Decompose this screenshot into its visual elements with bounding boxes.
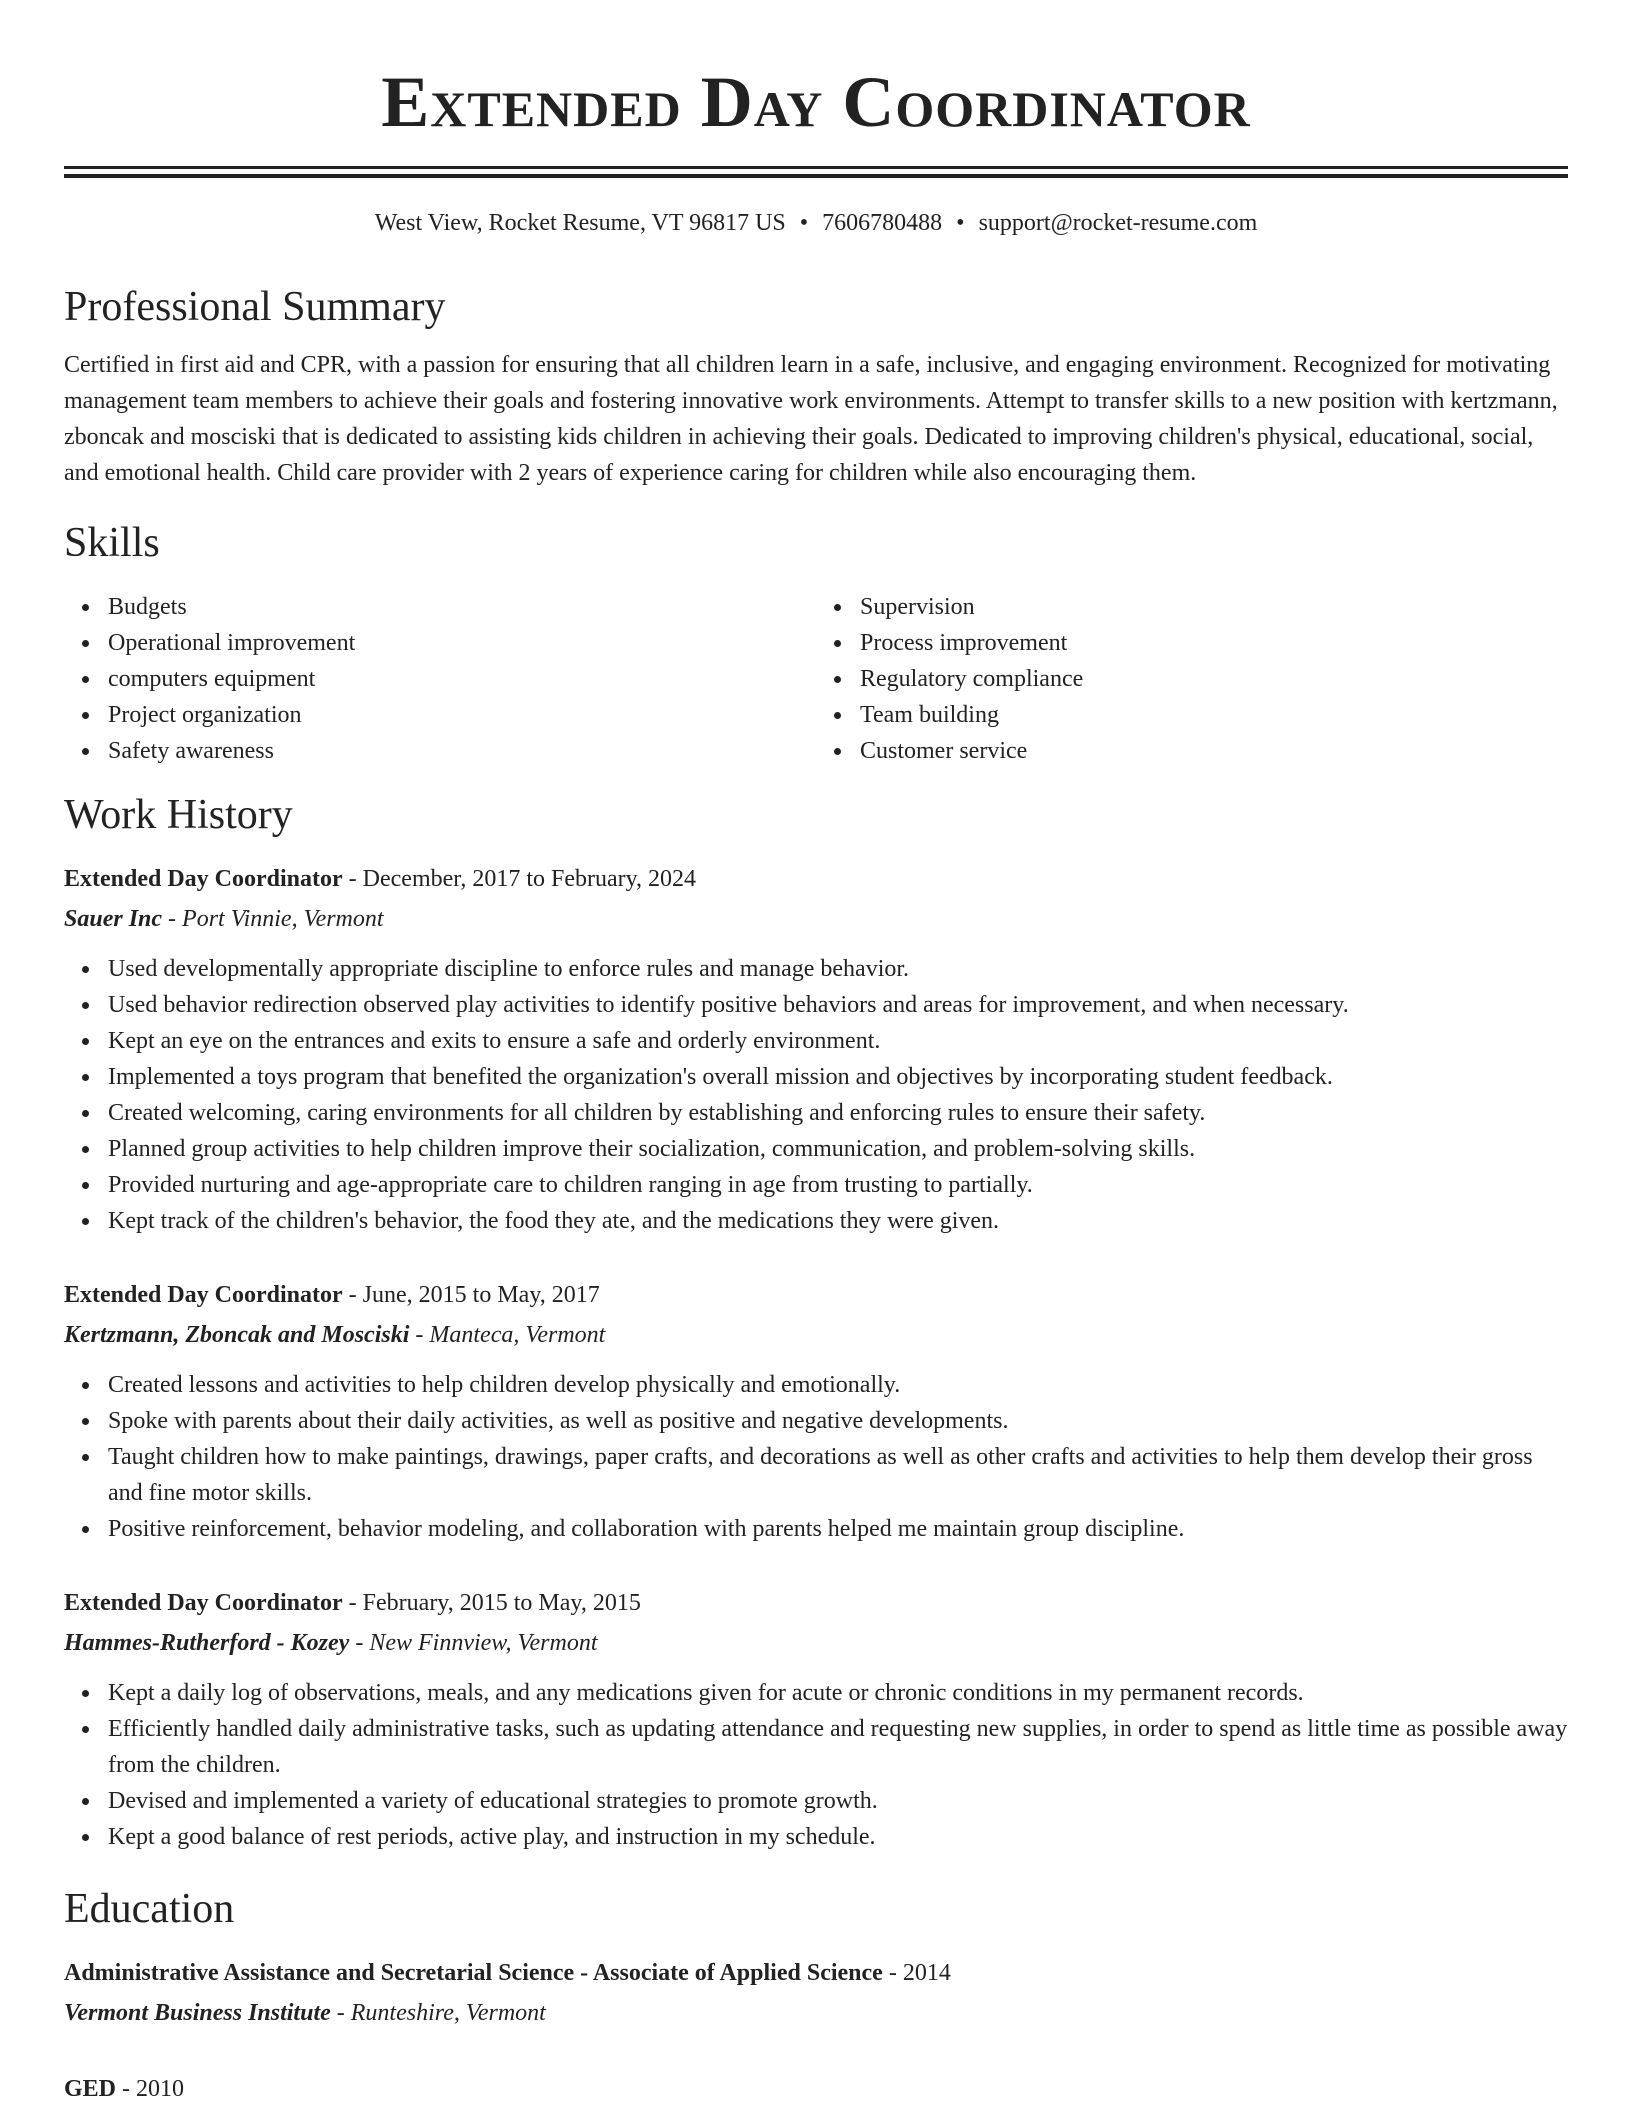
job-title: Extended Day Coordinator — [64, 1282, 343, 1308]
work-history-heading: Work History — [64, 792, 293, 838]
education-school-line: Vermont Business Institute - Runteshire, Vermont — [64, 2000, 546, 2026]
job-dates: June, 2015 to May, 2017 — [362, 1282, 600, 1308]
resume-page — [64, 0, 1568, 2109]
summary-text: Certified in first aid and CPR, with a passion for ensuring that all children learn in a safe, inclusive, and engaging environment. Recognized for motivating management team members to achieve their goals and fostering innovative work environments. Attempt to transfer skills to a new position with kertzmann, zboncak and mosciski that is dedicated to assisting kids children in achieving their goals. Dedicated to improving children's physical, educational, social, and emotional health. Child care provider with 2 years of experience caring for children while also encouraging them. — [64, 352, 1558, 486]
education-year: 2014 — [902, 1960, 951, 1986]
job-bullet: Efficiently handled daily administrative tasks, such as updating attendance and requesting new supplies, in order to spend as little time as possible away from the children. — [108, 1711, 1568, 1783]
resume-name: Extended Day Coordinator — [381, 62, 1251, 142]
skills-heading: Skills — [64, 520, 160, 566]
job-bullet: Positive reinforcement, behavior modeling, and collaboration with parents helped me maintain group discipline. — [108, 1511, 1568, 1547]
job-bullets — [64, 1367, 1568, 1547]
job-header: Extended Day Coordinator - December, 2017 to February, 2024 — [64, 866, 697, 892]
contact-separator: • — [799, 210, 809, 236]
job-entry — [64, 1583, 1568, 1855]
job-company: Sauer Inc — [64, 906, 163, 932]
job-bullet: Used behavior redirection observed play activities to identify positive behaviors and areas for improvement, and when necessary. — [108, 987, 1568, 1023]
skill-item: Customer service — [860, 733, 1568, 769]
job-bullet: Kept track of the children's behavior, the food they ate, and the medications they were given. — [108, 1203, 1568, 1239]
job-bullet: Planned group activities to help children improve their socialization, communication, and problem-solving skills. — [108, 1131, 1568, 1167]
education-heading: Education — [64, 1886, 235, 1932]
skills-list-left — [64, 589, 816, 769]
job-bullet: Created welcoming, caring environments for all children by establishing and enforcing rules to ensure their safety. — [108, 1095, 1568, 1131]
job-location: New Finnview, Vermont — [369, 1630, 598, 1656]
skill-item: Safety awareness — [108, 733, 816, 769]
job-bullet: Kept a daily log of observations, meals, and any medications given for acute or chronic conditions in my permanent records. — [108, 1675, 1568, 1711]
job-dates: February, 2015 to May, 2015 — [362, 1590, 641, 1616]
job-company-line: Hammes-Rutherford - Kozey - New Finnview, Vermont — [64, 1630, 598, 1656]
summary-heading: Professional Summary — [64, 284, 446, 330]
education-degree: Administrative Assistance and Secretarial Science - Associate of Applied Science — [64, 1960, 883, 1986]
job-bullet: Used developmentally appropriate discipline to enforce rules and manage behavior. — [108, 951, 1568, 987]
job-bullet: Taught children how to make paintings, drawings, paper crafts, and decorations as well as other crafts and activities to help them develop their gross and fine motor skills. — [108, 1439, 1568, 1511]
education-entry — [64, 2069, 1568, 2109]
skill-item: computers equipment — [108, 661, 816, 697]
skill-item: Team building — [860, 697, 1568, 733]
education-degree: GED — [64, 2076, 117, 2102]
job-dates: December, 2017 to February, 2024 — [362, 866, 697, 892]
job-bullet: Implemented a toys program that benefited the organization's overall mission and objectives by incorporating student feedback. — [108, 1059, 1568, 1095]
job-location: Port Vinnie, Vermont — [182, 906, 384, 932]
job-bullet: Devised and implemented a variety of educational strategies to promote growth. — [108, 1783, 1568, 1819]
education-entry — [64, 1953, 1568, 2033]
contact-address: West View, Rocket Resume, VT 96817 US — [374, 210, 786, 236]
job-title: Extended Day Coordinator — [64, 1590, 343, 1616]
job-location: Manteca, Vermont — [429, 1322, 606, 1348]
work-history-list — [64, 859, 1568, 1855]
job-title: Extended Day Coordinator — [64, 866, 343, 892]
job-bullets — [64, 951, 1568, 1239]
job-bullets — [64, 1675, 1568, 1855]
skill-item: Process improvement — [860, 625, 1568, 661]
job-bullet: Spoke with parents about their daily activities, as well as positive and negative developments. — [108, 1403, 1568, 1439]
job-company-line: Kertzmann, Zboncak and Mosciski - Manteca, Vermont — [64, 1322, 606, 1348]
job-header: Extended Day Coordinator - June, 2015 to May, 2017 — [64, 1282, 600, 1308]
education-list — [64, 1953, 1568, 2109]
skill-item: Project organization — [108, 697, 816, 733]
skill-item: Operational improvement — [108, 625, 816, 661]
job-company-line: Sauer Inc - Port Vinnie, Vermont — [64, 906, 384, 932]
job-company: Hammes-Rutherford - Kozey — [64, 1630, 350, 1656]
skill-item: Regulatory compliance — [860, 661, 1568, 697]
contact-line — [64, 207, 1568, 239]
job-bullet: Kept an eye on the entrances and exits to ensure a safe and orderly environment. — [108, 1023, 1568, 1059]
job-entry — [64, 859, 1568, 1239]
education-school: Vermont Business Institute — [64, 2000, 331, 2026]
job-header: Extended Day Coordinator - February, 2015 to May, 2015 — [64, 1590, 641, 1616]
education-year: 2010 — [136, 2076, 185, 2102]
education-header: GED - 2010 — [64, 2076, 185, 2102]
job-entry — [64, 1275, 1568, 1547]
header-divider — [64, 166, 1568, 178]
education-location: Runteshire, Vermont — [350, 2000, 546, 2026]
contact-phone: 7606780488 — [822, 210, 943, 236]
job-bullet: Provided nurturing and age-appropriate care to children ranging in age from trusting to partially. — [108, 1167, 1568, 1203]
job-company: Kertzmann, Zboncak and Mosciski — [64, 1322, 410, 1348]
contact-separator: • — [956, 210, 965, 236]
skills-list-right — [816, 589, 1568, 769]
education-header: Administrative Assistance and Secretarial Science - Associate of Applied Science - 2014 — [64, 1960, 951, 1986]
job-bullet: Kept a good balance of rest periods, active play, and instruction in my schedule. — [108, 1819, 1568, 1855]
skills-columns — [64, 589, 1568, 769]
contact-email: support@rocket-resume.com — [978, 210, 1258, 236]
skill-item: Supervision — [860, 589, 1568, 625]
job-bullet: Created lessons and activities to help children develop physically and emotionally. — [108, 1367, 1568, 1403]
skill-item: Budgets — [108, 589, 816, 625]
